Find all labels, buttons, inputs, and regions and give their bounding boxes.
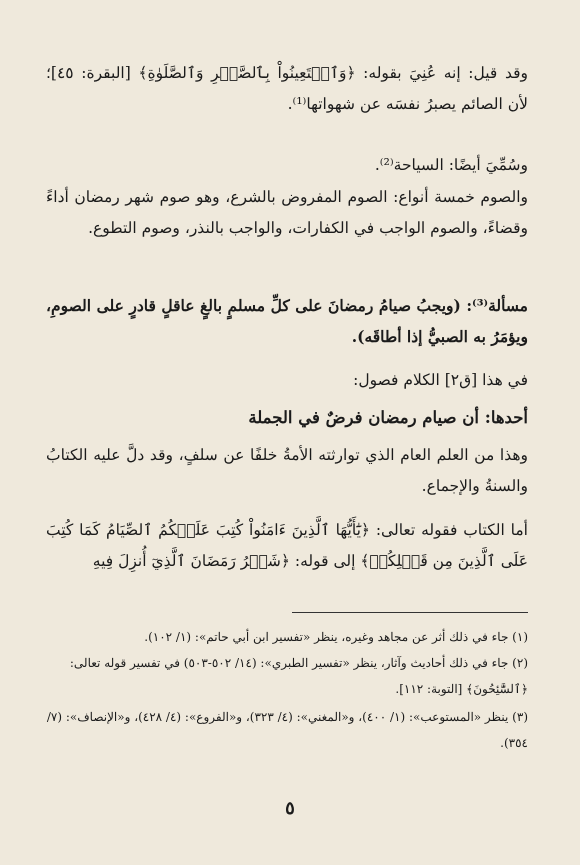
paragraph-quran-evidence: أما الكتاب فقوله تعالى: ﴿يَٰٓأَيُّهَا ٱلَّذِينَ ءَامَنُواْ كُتِبَ عَلَيۡكُمُ ٱلصِّيَامُ كَمَا كُتِبَ عَلَى ٱلَّذِينَ مِن قَبۡلِكُمۡ﴾ إلى قوله: ﴿شَهۡرُ رَمَضَانَ ٱلَّذِيٓ أُنزِلَ فِيهِ <box>46 521 528 570</box>
paragraph-siyaha: وسُمِّيَ أيضًا: السياحة⁽²⁾. <box>374 156 528 174</box>
section-heading: أحدها: أن صيام رمضان فرضٌ في الجملة <box>248 408 528 427</box>
paragraph-sections-intro: في هذا [ق٢] الكلام فصول: <box>353 371 528 389</box>
paragraph-consensus: وهذا من العلم العام الذي توارثته الأمةُ خلفًا عن سلفٍ، وقد دلَّ عليه الكتابُ والسنةُ والإجماع. <box>46 446 528 495</box>
footnote-3: (٣) ينظر «المستوعب»: (١/ ٤٠٠)، و«المغني»: (٤/ ٣٢٣)، و«الفروع»: (٤/ ٤٢٨)، و«الإنصاف»: (٧/ ٣٥٤). <box>46 710 528 750</box>
page-number: ٥ <box>285 798 295 819</box>
footnote-1: (١) جاء في ذلك أثر عن مجاهد وغيره، ينظر «تفسير ابن أبي حاتم»: (١/ ١٠٢). <box>144 630 528 644</box>
paragraph-patience: وقد قيل: إنه عُنِيَ بقوله: ﴿وَٱسۡتَعِينُواْ بِٱلصَّبۡرِ وَٱلصَّلَوٰةِ﴾ [البقرة: ٤٥]؛ لأن الصائم يصبرُ نفسَه عن شهواتها⁽¹⁾. <box>46 64 528 113</box>
footnote-divider <box>292 612 528 613</box>
paragraph-masala: مسألة⁽³⁾: (ويجبُ صيامُ رمضانَ على كلِّ مسلمٍ بالغٍ عاقلٍ قادرٍ على الصومِ، ويؤمَرُ به الصبيُّ إذا أطاقَه). <box>46 296 528 346</box>
paragraph-fasting-types: والصوم خمسة أنواع: الصوم المفروض بالشرع، وهو صوم شهر رمضان أداءً وقضاءً، والصوم الواجب في الكفارات، والواجب بالنذر، وصوم التطوع. <box>46 188 528 237</box>
footnote-2: (٢) جاء في ذلك أحاديث وآثار، ينظر «تفسير الطبري»: (١٤/ ٥٠٢-٥٠٣) في تفسير قوله تعالى: ﴿ٱلسَّٰٓئِحُونَ﴾ [التوبة: ١١٢]. <box>69 656 528 696</box>
